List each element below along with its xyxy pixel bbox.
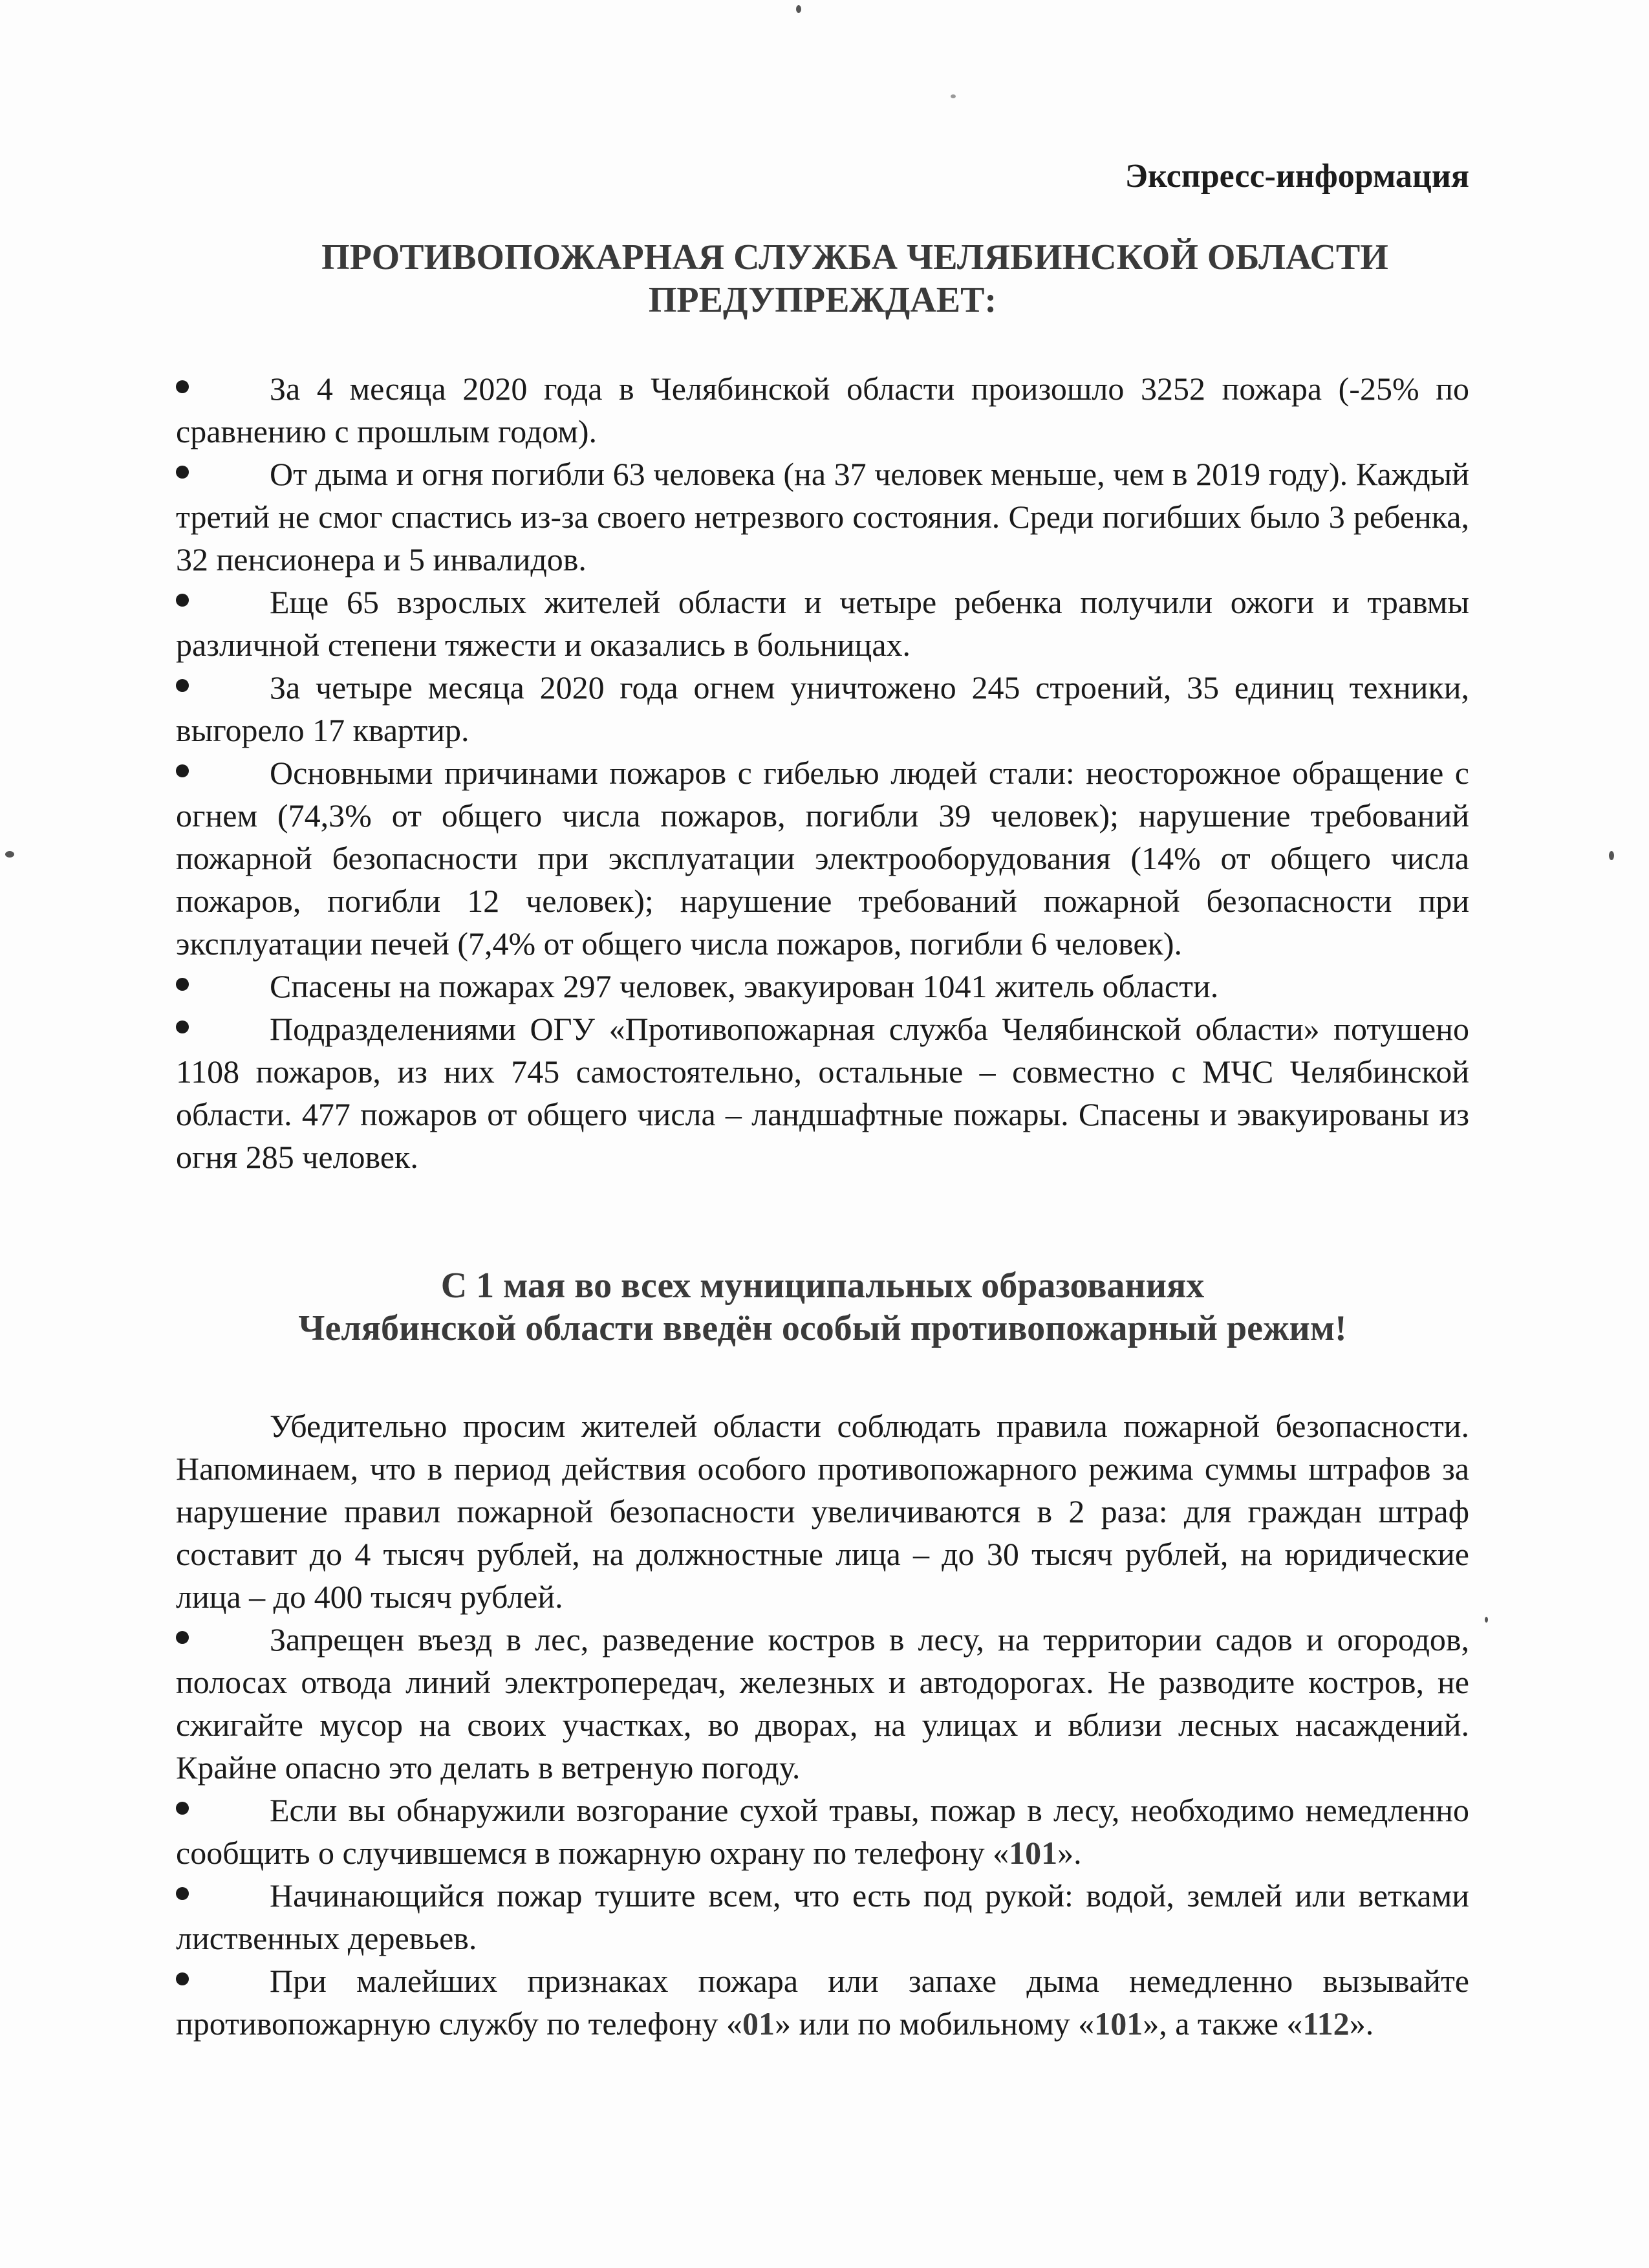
regime-section xyxy=(176,1405,1469,2045)
regime-heading-line1: С 1 мая во всех муниципальных образованиях xyxy=(440,1266,1205,1306)
stats-item: За четыре месяца 2020 года огнем уничтожено 245 строений, 35 единиц техники, выгорело 17 квартир. xyxy=(176,669,1469,748)
scan-speck xyxy=(951,94,956,98)
phone-number: 101 xyxy=(1009,1835,1058,1871)
regime-heading-line2: Челябинской области введён особый противопожарный режим! xyxy=(298,1308,1347,1348)
scan-speck xyxy=(1609,851,1614,860)
rule-item: Начинающийся пожар тушите всем, что есть под рукой: водой, землей или ветками лиственных деревьев. xyxy=(176,1877,1469,1956)
phone-number: 01 xyxy=(742,2005,775,2042)
stats-item: От дыма и огня погибли 63 человека (на 37 человек меньше, чем в 2019 году). Каждый третий не смог спастись из-за своего нетрезвого состояния. Среди погибших было 3 ребенка, 32 пенсионера и 5 инвалидов. xyxy=(176,456,1469,578)
stats-item: За 4 месяца 2020 года в Челябинской области произошло 3252 пожара (-25% по сравнению с прошлым годом). xyxy=(176,371,1469,449)
scan-speck xyxy=(796,5,801,13)
stats-item: Спасены на пожарах 297 человек, эвакуирован 1041 житель области. xyxy=(176,965,1469,1008)
express-info-label: Экспресс-информация xyxy=(1125,158,1469,195)
scan-speck xyxy=(5,851,14,858)
stats-item: Подразделениями ОГУ «Противопожарная служба Челябинской области» потушено 1108 пожаров, из них 745 самостоятельно, остальные – совместно с МЧС Челябинской области. 477 пожаров от общего числа – ландшафтные пожары. Спасены и эвакуированы из огня 285 человек. xyxy=(176,1011,1469,1175)
regime-heading xyxy=(176,1264,1469,1350)
stats-item: Основными причинами пожаров с гибелью людей стали: неосторожное обращение с огнем (74,3% от общего числа пожаров, погибли 39 человек); нарушение требований пожарной безопасности при эксплуатации электрооборудования (14% от общего числа пожаров, погибли 12 человек); нарушение требований пожарной безопасности при эксплуатации печей (7,4% от общего числа пожаров, погибли 6 человек). xyxy=(176,755,1469,962)
main-title-line2: ПРЕДУПРЕЖДАЕТ: xyxy=(648,280,997,320)
stats-item: Еще 65 взрослых жителей области и четыре ребенка получили ожоги и травмы различной степени тяжести и оказались в больницах. xyxy=(176,584,1469,663)
scan-speck xyxy=(1485,1617,1488,1623)
main-title xyxy=(176,236,1469,321)
phone-number: 112 xyxy=(1302,2005,1350,2042)
rule-item: При малейших признаках пожара или запахе дыма немедленно вызывайте противопожарную службу по телефону «01» или по мобильному «101», а также «112». xyxy=(176,1963,1469,2042)
stats-list xyxy=(176,367,1469,1178)
main-title-line1: ПРОТИВОПОЖАРНАЯ СЛУЖБА ЧЕЛЯБИНСКОЙ ОБЛАСТИ xyxy=(321,237,1388,277)
regime-intro: Убедительно просим жителей области соблюдать правила пожарной безопасности. Напоминаем, что в период действия особого противопожарного режима суммы штрафов за нарушение правил пожарной безопасности увеличиваются в 2 раза: для граждан штраф составит до 4 тысяч рублей, на должностные лица – до 30 тысяч рублей, на юридические лица – до 400 тысяч рублей. xyxy=(176,1408,1469,1615)
phone-number: 101 xyxy=(1094,2005,1143,2042)
rule-item: Запрещен въезд в лес, разведение костров в лесу, на территории садов и огородов, полосах отвода линий электропередач, железных и автодорогах. Не разводите костров, не сжигайте мусор на своих участках, во дворах, на улицах и вблизи лесных насаждений. Крайне опасно это делать в ветреную погоду. xyxy=(176,1621,1469,1786)
rule-item: Если вы обнаружили возгорание сухой травы, пожар в лесу, необходимо немедленно сообщить о случившемся в пожарную охрану по телефону «101». xyxy=(176,1792,1469,1871)
